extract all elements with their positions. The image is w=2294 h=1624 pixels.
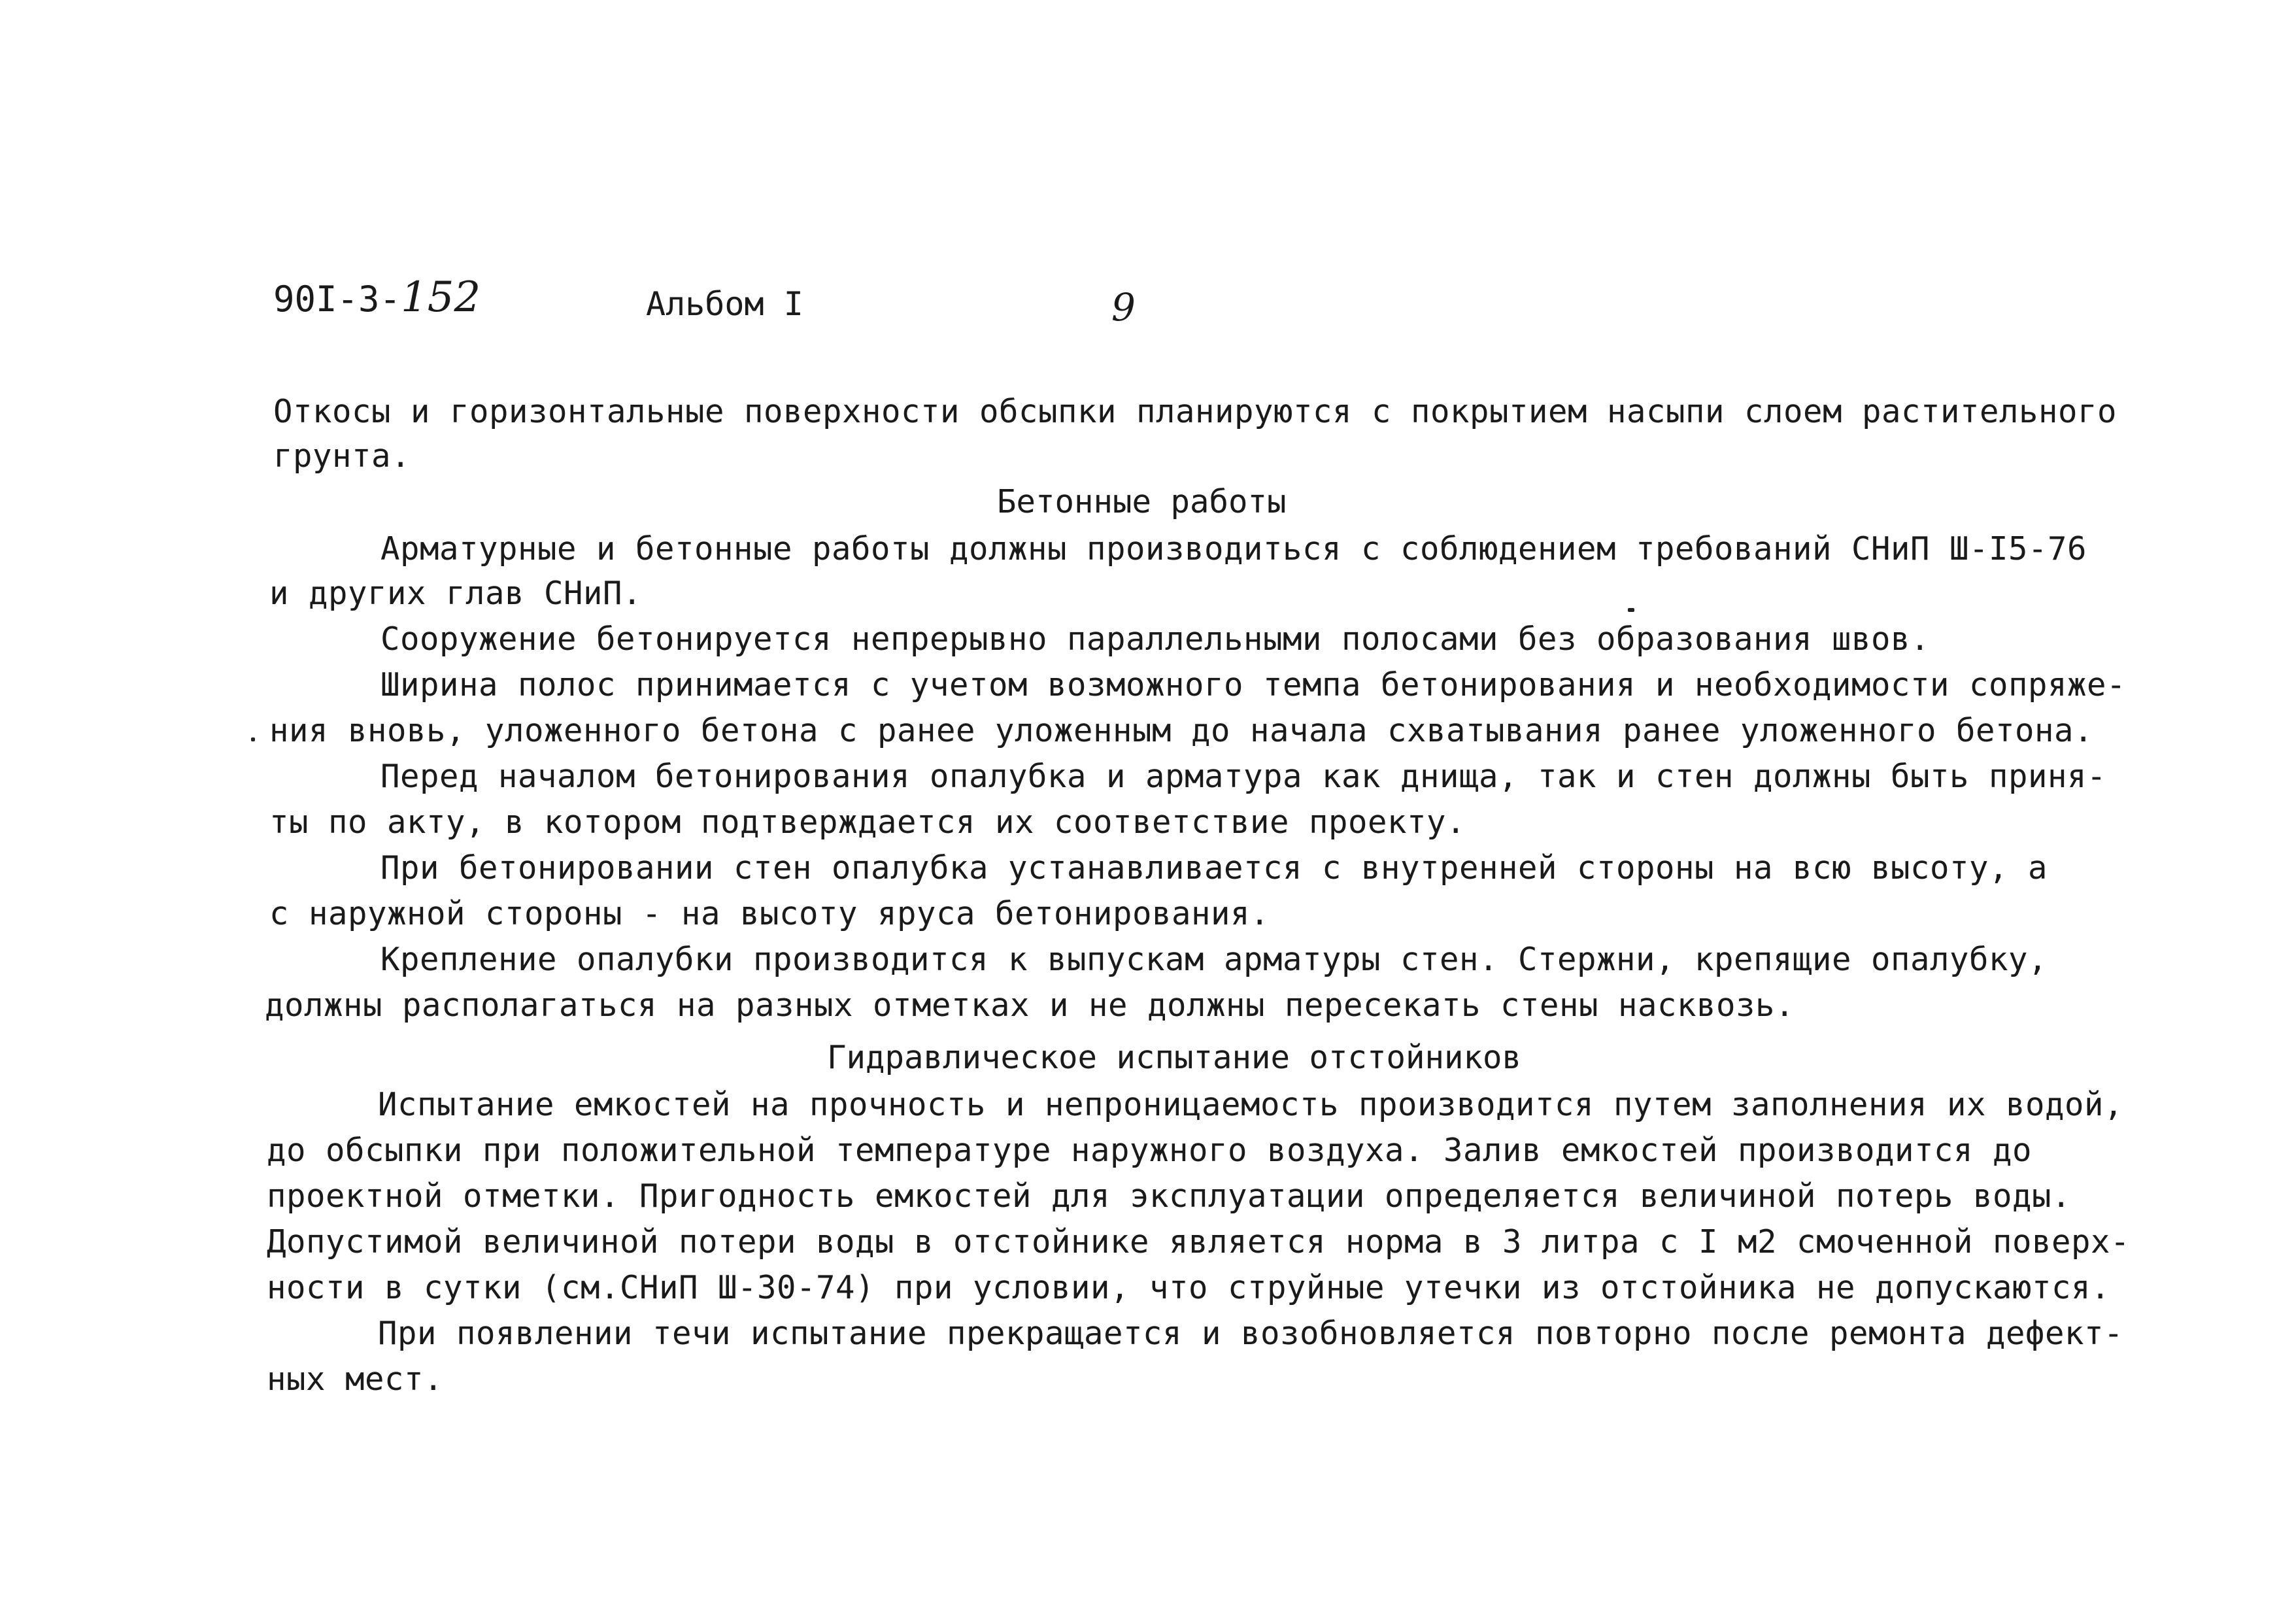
intro-line: Откосы и горизонтальные поверхности обсыпки планируются с покрытием насыпи слоем растительного (273, 393, 2117, 430)
paragraph-line: При бетонировании стен опалубка устанавливается с внутренней стороны на всю высоту, а (380, 849, 2048, 887)
paragraph-line: и других глав СНиП. (269, 575, 643, 612)
paragraph-line: Допустимой величиной потери воды в отстойнике является норма в 3 литра с I м2 смоченной поверх- (267, 1223, 2131, 1260)
scan-speck (251, 737, 255, 741)
paragraph-line: ных мест. (267, 1361, 444, 1398)
paragraph-line: Перед началом бетонирования опалубка и арматура как днища, так и стен должны быть приня- (380, 758, 2107, 795)
paragraph-line: с наружной стороны - на высоту яруса бетонирования. (269, 895, 1270, 932)
page-number: 9 (1111, 285, 1136, 330)
paragraph-line: проектной отметки. Пригодность емкостей для эксплуатации определяется величиной потерь воды. (267, 1177, 2072, 1215)
album-label: Альбом I (646, 285, 803, 323)
paragraph-line: Ширина полос принимается с учетом возможного темпа бетонирования и необходимости сопряже- (380, 666, 2127, 703)
paragraph-line: Испытание емкостей на прочность и непроницаемость производится путем заполнения их водой, (378, 1086, 2124, 1123)
paragraph-line: Сооружение бетонируется непрерывно параллельными полосами без образования швов. (380, 620, 1931, 658)
scan-speck (1628, 608, 1634, 612)
document-code-handwritten: 152 (401, 273, 481, 322)
paragraph-line: При появлении течи испытание прекращается и возобновляется повторно после ремонта дефект- (378, 1315, 2124, 1352)
paragraph-line: ты по акту, в котором подтверждается их соответствие проекту. (269, 804, 1466, 841)
section-heading-hydraulic: Гидравлическое испытание отстойников (827, 1039, 1522, 1076)
paragraph-line: Крепление опалубки производится к выпускам арматуры стен. Стержни, крепящие опалубку, (380, 941, 2048, 978)
paragraph-line: Арматурные и бетонные работы должны производиться с соблюдением требований СНиП Ш-I5-76 (380, 530, 2087, 567)
section-heading-concrete: Бетонные работы (997, 483, 1287, 520)
intro-line: грунта. (273, 437, 411, 475)
document-code (273, 273, 481, 322)
paragraph-line: до обсыпки при положительной температуре наружного воздуха. Залив емкостей производится до (267, 1132, 2033, 1169)
paragraph-line: ния вновь, уложенного бетона с ранее уложенным до начала схватывания ранее уложенного бетона. (269, 712, 2094, 749)
paragraph-line: должны располагаться на разных отметках и не должны пересекать стены насквозь. (265, 987, 1795, 1024)
document-code-printed: 90I-3- (273, 279, 401, 320)
paragraph-line: ности в сутки (см.СНиП Ш-30-74) при условии, что струйные утечки из отстойника не допускаются. (267, 1269, 2111, 1306)
